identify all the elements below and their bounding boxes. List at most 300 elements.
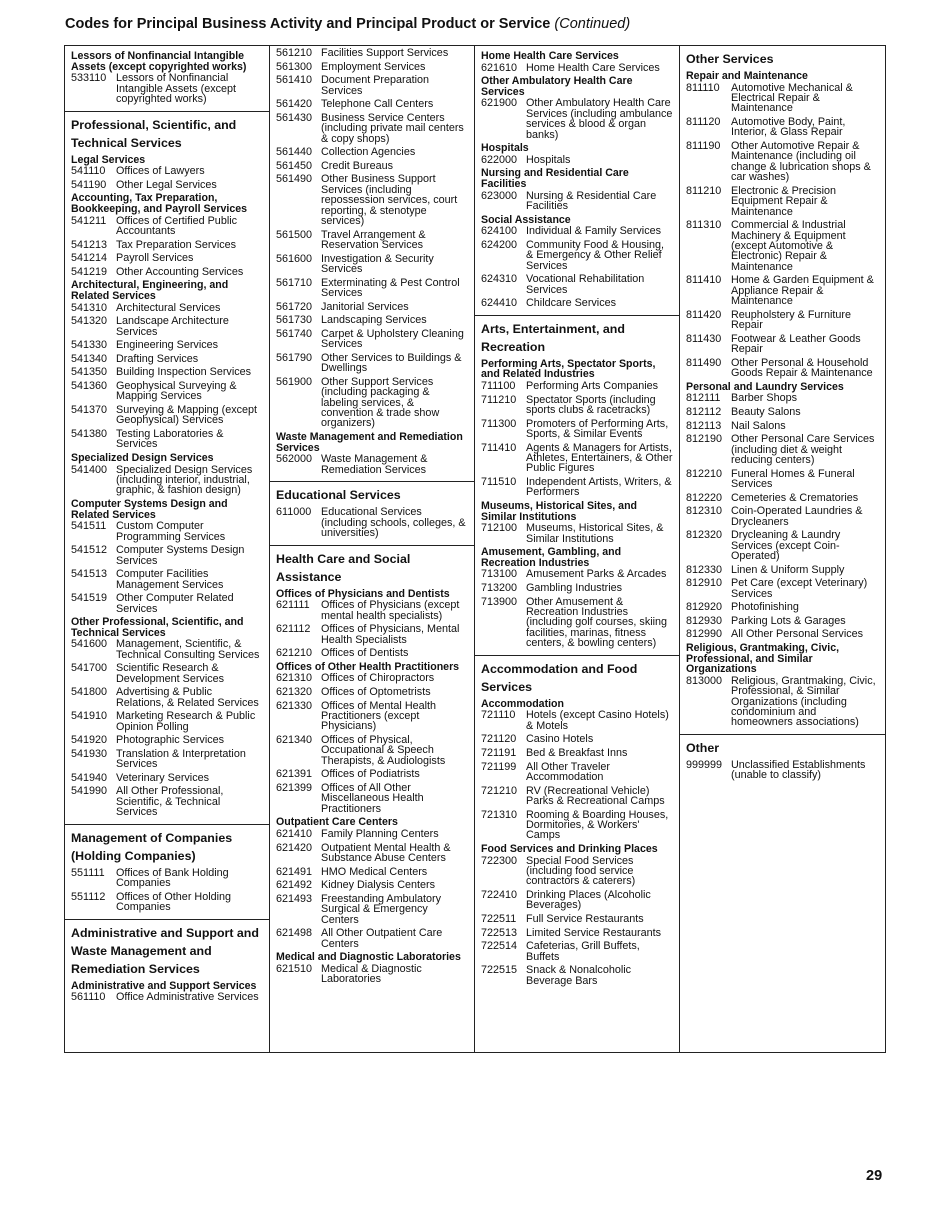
naics-code: 561110 (71, 991, 106, 1004)
naics-code: 621310 (276, 672, 313, 685)
code-row (276, 174, 468, 226)
code-row (276, 454, 468, 475)
code-row (686, 220, 879, 272)
code-description: Religious, Grantmaking, Civic, Professional, & Similar Organizations (including condominium and homeowners associations) (731, 674, 876, 729)
subsection-heading: Legal Services (71, 153, 146, 166)
code-description: Offices of All Other Miscellaneous Health Practitioners (321, 781, 424, 815)
code-description: Home & Garden Equipment & Appliance Repair & Maintenance (731, 274, 874, 308)
code-row (71, 405, 263, 426)
section-heading: Management of Companies (Holding Companies) (71, 830, 233, 863)
code-row (686, 616, 879, 626)
code-description: Other Amusement & Recreation Industries (including golf courses, skiing facilities, marinas, fitness centers, & bowling centers) (526, 595, 668, 650)
naics-code: 541700 (71, 662, 108, 675)
section (270, 46, 474, 481)
code-row (276, 867, 468, 877)
code-description: Waste Management & Remediation Services (321, 453, 428, 476)
code-description: Surveying & Mapping (except Geophysical) Services (116, 403, 258, 427)
code-description: Office Administrative Services (116, 991, 259, 1004)
code-description: Landscape Architecture Services (116, 315, 229, 338)
code-row (276, 880, 468, 890)
naics-code: 562000 (276, 453, 313, 466)
naics-code: 721310 (481, 808, 518, 821)
code-row (276, 673, 468, 683)
naics-code: 711210 (481, 393, 517, 406)
subsection-heading: Food Services and Drinking Places (481, 842, 658, 855)
code-description: Full Service Restaurants (526, 912, 644, 925)
code-row (276, 648, 468, 658)
naics-code: 811210 (686, 184, 722, 197)
code-description: Building Inspection Services (116, 366, 252, 379)
code-description: Testing Laboratories & Services (116, 427, 224, 451)
code-row (481, 597, 673, 649)
subsection-heading: Personal and Laundry Services (686, 380, 844, 393)
code-row (481, 856, 673, 887)
code-description: Promoters of Performing Arts, Sports, & Similar Events (526, 417, 669, 440)
code-row (276, 507, 468, 538)
code-description: Home Health Care Services (526, 61, 660, 74)
naics-code: 621210 (276, 647, 313, 660)
code-row (481, 941, 673, 962)
code-description: Coin-Operated Laundries & Drycleaners (731, 505, 863, 528)
section (475, 46, 679, 315)
naics-code: 541110 (71, 165, 106, 178)
code-description: Document Preparation Services (321, 74, 430, 97)
code-description: Offices of Physicians, Mental Health Specialists (321, 623, 460, 646)
naics-code: 541990 (71, 785, 108, 798)
section (680, 734, 885, 787)
subsection-heading: Accommodation (481, 697, 564, 710)
naics-code: 621420 (276, 841, 313, 854)
code-description: Footwear & Leather Goods Repair (731, 332, 861, 356)
code-description: Medical & Diagnostic Laboratories (321, 962, 422, 986)
code-description: Unclassified Establishments (unable to classify) (731, 759, 866, 782)
naics-code: 811410 (686, 274, 722, 287)
code-row (71, 340, 263, 350)
naics-code: 624100 (481, 225, 518, 238)
code-description: Tax Preparation Services (116, 238, 237, 251)
naics-code: 812220 (686, 491, 723, 504)
naics-code: 712100 (481, 522, 518, 535)
code-description: Other Accounting Services (116, 265, 244, 278)
naics-code: 551112 (71, 890, 106, 903)
code-row (686, 393, 879, 403)
code-row (276, 113, 468, 144)
section (65, 111, 269, 824)
code-description: Travel Arrangement & Reservation Services (321, 228, 426, 251)
code-row (481, 63, 673, 73)
subsection-heading: Performing Arts, Spectator Sports, and Related Industries (481, 357, 656, 381)
code-description: Offices of Certified Public Accountants (116, 214, 238, 237)
code-row (686, 83, 879, 114)
code-description: Offices of Optometrists (321, 685, 431, 698)
code-row (686, 469, 879, 490)
naics-code: 611000 (276, 506, 312, 519)
code-row (481, 419, 673, 440)
code-description: Janitorial Services (321, 300, 409, 313)
naics-code: 561600 (276, 252, 313, 265)
code-row (686, 334, 879, 355)
code-row (686, 186, 879, 217)
code-description: Lessors of Nonfinancial Intangible Assets (except copyrighted works) (116, 72, 237, 105)
code-description: Other Legal Services (116, 178, 217, 191)
naics-code: 541380 (71, 427, 108, 440)
naics-code: 621340 (276, 733, 313, 746)
code-row (71, 267, 263, 277)
code-description: Linen & Uniform Supply (731, 563, 845, 576)
naics-code: 541213 (71, 238, 108, 251)
section (680, 46, 885, 734)
naics-code: 722515 (481, 964, 518, 977)
code-row (71, 216, 263, 237)
code-row (276, 964, 468, 985)
subsection-heading: Museums, Historical Sites, and Similar Institutions (481, 499, 638, 523)
code-description: Amusement Parks & Arcades (526, 568, 667, 581)
code-row (481, 226, 673, 236)
code-description: Translation & Interpretation Services (116, 747, 246, 771)
code-description: Offices of Lawyers (116, 165, 205, 178)
naics-code: 621498 (276, 927, 313, 940)
code-row (481, 191, 673, 212)
naics-code: 621492 (276, 879, 313, 892)
code-row (71, 593, 263, 614)
naics-code: 722514 (481, 940, 518, 953)
naics-code: 812910 (686, 577, 723, 590)
naics-code: 561410 (276, 74, 313, 87)
code-row (276, 769, 468, 779)
code-row (481, 890, 673, 911)
code-row (71, 180, 263, 190)
naics-code: 621330 (276, 699, 313, 712)
naics-code: 811310 (686, 219, 722, 232)
naics-code: 812113 (686, 419, 722, 432)
naics-code: 811110 (686, 81, 720, 94)
code-row (481, 965, 673, 986)
code-description: Engineering Services (116, 339, 219, 352)
naics-code: 551111 (71, 866, 105, 879)
code-row (686, 434, 879, 465)
code-row (71, 773, 263, 783)
code-row (686, 629, 879, 639)
page-number: 29 (866, 1168, 883, 1184)
code-description: Bed & Breakfast Inns (526, 746, 628, 759)
code-description: Offices of Other Holding Companies (116, 890, 232, 914)
code-description: Other Computer Related Services (116, 592, 234, 615)
code-description: Computer Systems Design Services (116, 544, 245, 567)
naics-code: 541340 (71, 352, 108, 365)
naics-code: 722513 (481, 926, 518, 939)
naics-code: 621510 (276, 962, 313, 975)
code-description: Automotive Body, Paint, Interior, & Glass Repair (731, 116, 846, 139)
code-description: Marketing Research & Public Opinion Polling (116, 710, 256, 733)
naics-code: 621391 (276, 768, 313, 781)
code-row (276, 783, 468, 814)
code-description: Carpet & Upholstery Cleaning Services (321, 327, 464, 351)
subsection-heading: Repair and Maintenance (686, 70, 808, 82)
code-row (686, 407, 879, 417)
naics-code: 812310 (686, 505, 723, 518)
naics-code: 561450 (276, 159, 313, 172)
code-description: Payroll Services (116, 252, 194, 265)
subsection-heading: Architectural, Engineering, and Related Services (71, 279, 229, 302)
naics-code: 561490 (276, 173, 313, 186)
code-description: Educational Services (including schools, colleges, & universities) (321, 506, 466, 539)
naics-code: 541930 (71, 747, 108, 760)
naics-code: 541910 (71, 710, 108, 723)
code-description: Reupholstery & Furniture Repair (731, 308, 852, 332)
code-row (71, 166, 263, 176)
naics-code: 812330 (686, 563, 723, 576)
code-row (276, 254, 468, 275)
code-description: Offices of Physicians (except mental health specialists) (321, 599, 460, 622)
code-row (276, 600, 468, 621)
code-row (71, 521, 263, 542)
naics-code: 541219 (71, 265, 108, 278)
code-description: Computer Facilities Management Services (116, 568, 224, 591)
naics-code: 541600 (71, 638, 108, 651)
code-row (686, 506, 879, 527)
code-description: Spectator Sports (including sports clubs & racetracks) (526, 393, 656, 416)
code-row (481, 914, 673, 924)
code-row (71, 545, 263, 566)
naics-code: 621493 (276, 892, 313, 905)
code-description: Other Personal Care Services (including diet & weight reducing centers) (731, 433, 875, 467)
code-description: Individual & Family Services (526, 225, 662, 238)
subsection-heading: Hospitals (481, 142, 529, 155)
code-row (686, 602, 879, 612)
code-row (71, 316, 263, 337)
naics-code: 812210 (686, 467, 723, 480)
naics-code: 561420 (276, 98, 313, 111)
title-text: Codes for Principal Business Activity and Principal Product or Service (65, 16, 551, 32)
code-row (686, 493, 879, 503)
code-description: Cemeteries & Crematories (731, 491, 859, 504)
code-description: Cafeterias, Grill Buffets, Buffets (526, 940, 640, 963)
code-row (481, 381, 673, 391)
code-row (71, 253, 263, 263)
code-description: Limited Service Restaurants (526, 926, 662, 939)
code-description: Scientific Research & Development Services (116, 662, 225, 685)
code-description: Investigation & Security Services (321, 252, 434, 275)
section (270, 545, 474, 991)
code-row (481, 443, 673, 474)
code-description: Offices of Podiatrists (321, 768, 420, 781)
code-row (481, 734, 673, 744)
code-description: Exterminating & Pest Control Services (321, 276, 460, 299)
codes-table (64, 45, 886, 1053)
naics-code: 621410 (276, 827, 313, 840)
code-row (686, 421, 879, 431)
naics-code: 561900 (276, 375, 313, 388)
code-row (276, 62, 468, 72)
code-row (276, 161, 468, 171)
section-heading: Health Care and Social Assistance (276, 551, 411, 584)
section (65, 46, 269, 111)
code-description: Funeral Homes & Funeral Services (731, 467, 855, 491)
naics-code: 541190 (71, 178, 107, 191)
section (475, 315, 679, 655)
code-description: Management, Scientific, & Technical Consulting Services (116, 638, 260, 661)
code-row (481, 786, 673, 807)
naics-code: 541519 (71, 592, 108, 605)
code-row (481, 928, 673, 938)
section (475, 655, 679, 992)
code-description: Credit Bureaus (321, 159, 394, 172)
naics-code: 722300 (481, 854, 518, 867)
code-row (276, 99, 468, 109)
naics-code: 621491 (276, 865, 313, 878)
code-description: Telephone Call Centers (321, 98, 434, 111)
code-description: Facilities Support Services (321, 47, 449, 59)
title-suffix: (Continued) (554, 16, 631, 32)
code-description: Childcare Services (526, 297, 617, 310)
naics-code: 624310 (481, 273, 518, 286)
code-description: HMO Medical Centers (321, 865, 428, 878)
code-row (71, 354, 263, 364)
code-row (71, 711, 263, 732)
code-row (71, 663, 263, 684)
code-row (276, 353, 468, 374)
naics-code: 812990 (686, 628, 723, 641)
column-4 (680, 46, 885, 1052)
code-description: Nail Salons (731, 419, 786, 432)
code-row (71, 639, 263, 660)
code-description: Offices of Mental Health Practitioners (except Physicians) (321, 699, 437, 733)
code-description: Architectural Services (116, 301, 221, 314)
column-1 (65, 46, 270, 1052)
code-row (276, 147, 468, 157)
naics-code: 812930 (686, 614, 723, 627)
code-description: Automotive Mechanical & Electrical Repair & Maintenance (731, 81, 853, 115)
naics-code: 621399 (276, 781, 313, 794)
naics-code: 541512 (71, 544, 108, 557)
naics-code: 813000 (686, 674, 723, 687)
naics-code: 711100 (481, 379, 516, 392)
code-row (71, 735, 263, 745)
code-description: Advertising & Public Relations, & Related Services (116, 686, 259, 709)
code-description: Museums, Historical Sites, & Similar Institutions (526, 522, 664, 545)
naics-code: 541513 (71, 568, 108, 581)
code-row (71, 992, 263, 1002)
subsection-heading: Outpatient Care Centers (276, 816, 398, 829)
naics-code: 541214 (71, 252, 108, 265)
code-description: Offices of Physical, Occupational & Speech Therapists, & Audiologists (321, 733, 446, 767)
naics-code: 713100 (481, 568, 518, 581)
code-row (481, 762, 673, 783)
code-description: Casino Hotels (526, 733, 594, 746)
code-row (71, 381, 263, 402)
naics-code: 541400 (71, 463, 108, 476)
code-row (481, 810, 673, 841)
naics-code: 812112 (686, 406, 722, 419)
naics-code: 621900 (481, 97, 518, 110)
subsection-heading: Waste Management and Remediation Services (276, 431, 463, 454)
code-row (71, 868, 263, 889)
code-description: All Other Traveler Accommodation (526, 760, 611, 783)
section-heading: Other (686, 741, 720, 755)
code-description: Family Planning Centers (321, 827, 439, 840)
subsection-heading: Other Professional, Scientific, and Technical Services (71, 616, 244, 639)
code-description: Veterinary Services (116, 771, 210, 784)
naics-code: 811120 (686, 116, 721, 128)
code-description: Business Service Centers (including private mail centers & copy shops) (321, 111, 464, 145)
code-row (276, 701, 468, 732)
code-description: Drafting Services (116, 352, 199, 365)
code-description: Offices of Bank Holding Companies (116, 866, 229, 890)
naics-code: 721210 (481, 784, 518, 797)
code-row (481, 748, 673, 758)
code-row (71, 73, 263, 104)
naics-code: 561720 (276, 300, 313, 313)
code-row (686, 530, 879, 561)
code-row (481, 710, 673, 731)
code-description: Independent Artists, Writers, & Performers (526, 475, 672, 499)
code-description: Other Support Services (including packaging & labeling services, & convention & trade show organizers) (321, 375, 440, 430)
naics-code: 811420 (686, 308, 722, 321)
code-row (276, 843, 468, 864)
naics-code: 533110 (71, 72, 107, 85)
code-description: Hospitals (526, 153, 571, 166)
naics-code: 812111 (686, 392, 721, 405)
code-description: Snack & Nonalcoholic Beverage Bars (526, 964, 632, 987)
code-row (276, 624, 468, 645)
code-row (276, 329, 468, 350)
subsection-heading: Computer Systems Design and Related Services (71, 497, 228, 521)
code-description: Other Services to Buildings & Dwellings (321, 351, 462, 375)
naics-code: 621111 (276, 599, 310, 612)
subsection-heading: Specialized Design Services (71, 451, 214, 464)
code-row (71, 303, 263, 313)
code-row (276, 48, 468, 58)
code-description: Barber Shops (731, 392, 798, 405)
naics-code: 721199 (481, 760, 517, 773)
naics-code: 561710 (276, 276, 313, 289)
code-row (276, 735, 468, 766)
naics-code: 713200 (481, 581, 518, 594)
code-description: Rooming & Boarding Houses, Dormitories, & Workers' Camps (526, 808, 669, 842)
subsection-heading: Accounting, Tax Preparation, Bookkeeping, and Payroll Services (71, 192, 248, 215)
code-row (276, 315, 468, 325)
code-description: All Other Professional, Scientific, & Technical Services (116, 785, 224, 819)
column-2 (270, 46, 475, 1052)
naics-code: 722511 (481, 912, 517, 925)
naics-code: 561430 (276, 111, 313, 124)
code-row (686, 565, 879, 575)
code-row (276, 894, 468, 925)
code-row (276, 928, 468, 949)
naics-code: 622000 (481, 153, 518, 166)
code-description: Photofinishing (731, 601, 799, 614)
code-description: Vocational Rehabilitation Services (526, 273, 645, 296)
code-description: Special Food Services (including food service contractors & caterers) (526, 854, 636, 888)
code-row (71, 687, 263, 708)
code-row (71, 240, 263, 250)
code-description: Freestanding Ambulatory Surgical & Emergency Centers (321, 892, 442, 926)
code-description: Gambling Industries (526, 581, 623, 594)
code-row (481, 583, 673, 593)
code-row (481, 155, 673, 165)
section-heading: Other Services (686, 52, 774, 66)
naics-code: 561730 (276, 314, 313, 327)
code-description: Beauty Salons (731, 406, 801, 419)
code-description: Offices of Chiropractors (321, 672, 435, 685)
naics-code: 721191 (481, 746, 517, 759)
naics-code: 541370 (71, 403, 108, 416)
code-row (686, 676, 879, 728)
subsection-heading: Offices of Other Health Practitioners (276, 660, 460, 673)
code-description: Other Automotive Repair & Maintenance (including oil change & lubrication shops & car washes) (731, 140, 871, 184)
code-row (71, 749, 263, 770)
naics-code: 561210 (276, 47, 313, 59)
